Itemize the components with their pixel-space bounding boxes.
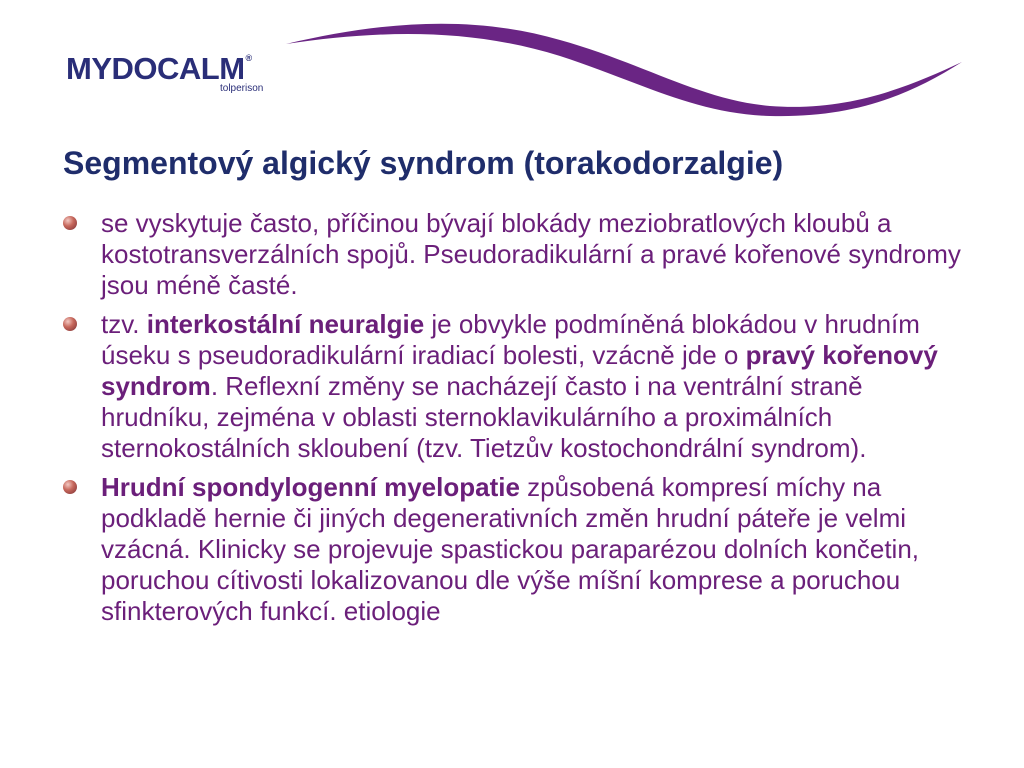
mydocalm-logo [66,52,286,98]
bullet-dot-icon [63,480,77,494]
bold-term: interkostální neuralgie [146,309,425,339]
bullet-dot-icon [63,216,77,230]
bullet-item [63,208,973,301]
bullet-dot-icon [63,317,77,331]
logo-wordmark: MYDOCALM® [66,51,252,86]
bold-term: Hrudní spondylogenní myelopatie [101,472,520,502]
bullet-text: tzv. interkostální neuralgie je obvykle podmíněná blokádou v hrudním úseku s pseudoradikulární iradiací bolesti, vzácně jde o pravý kořenový syndrom. Reflexní změny se nacházejí často i na ventrální straně hrudníku, zejména v oblasti sternoklavikulárního a proximálních sternokostálních skloubení (tzv. Tietzův kostochondrální syndrom). [101,309,938,463]
logo-subtitle: tolperison [220,83,264,94]
bullet-list [63,208,973,635]
bold-term: pravý kořenový syndrom [101,340,938,401]
bullet-item [63,309,973,464]
bullet-text: Hrudní spondylogenní myelopatie způsobená kompresí míchy na podkladě hernie či jiných degenerativních změn hrudní páteře je velmi vzácná. Klinicky se projevuje spastickou paraparézou dolních končetin, poruchou cítivosti lokalizovanou dle výše míšní komprese a poruchou sfinkterových funkcí. etiologie [101,472,920,626]
slide-title: Segmentový algický syndrom (torakodorzalgie) [63,145,784,181]
registered-mark: ® [245,53,252,63]
bullet-item [63,472,973,627]
bullet-text: se vyskytuje často, příčinou bývají blokády meziobratlových kloubů a kostotransverzálních spojů. Pseudoradikulární a pravé kořenové syndromy jsou méně časté. [101,208,961,300]
